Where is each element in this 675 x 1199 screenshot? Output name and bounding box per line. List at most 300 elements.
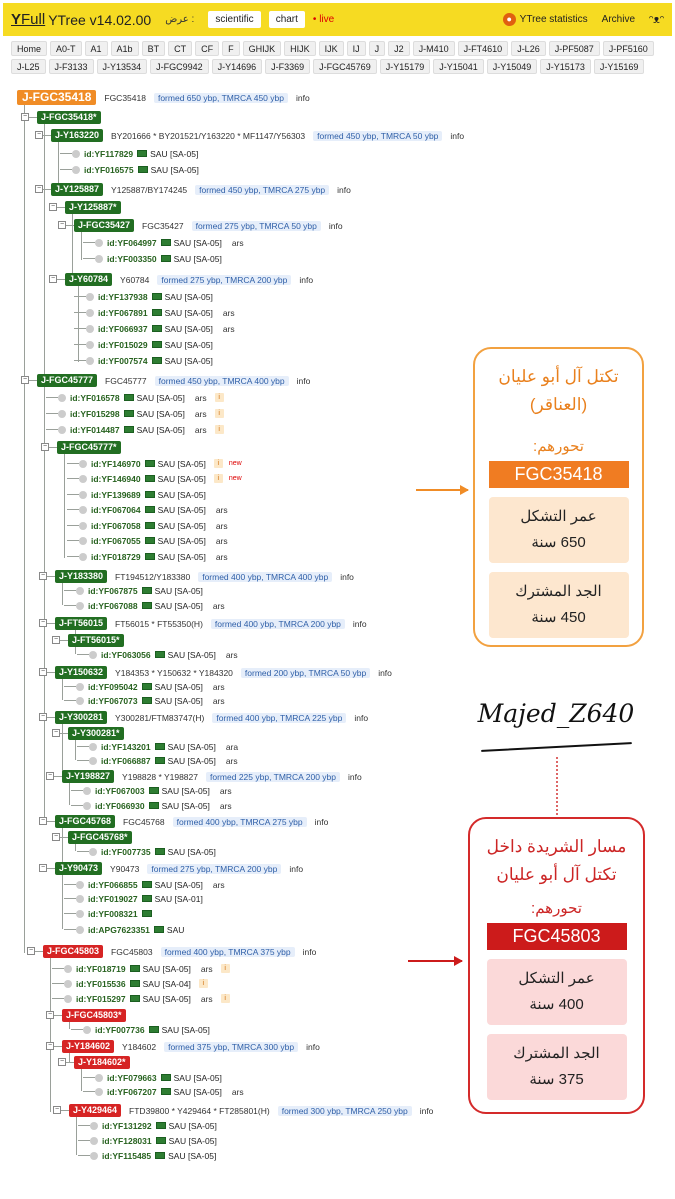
sample-id[interactable]: id:YF067207 bbox=[107, 1086, 157, 1097]
sample-tag: ars bbox=[215, 520, 228, 531]
formed-tmrca-badge: formed 400 ybp, TMRCA 375 ybp bbox=[161, 947, 295, 957]
formed-tmrca-badge: formed 275 ybp, TMRCA 200 ybp bbox=[157, 275, 291, 285]
saudi-flag-icon bbox=[137, 150, 147, 157]
collapse-toggle[interactable]: − bbox=[22, 376, 28, 383]
person-icon bbox=[86, 293, 94, 301]
sample-row bbox=[95, 236, 244, 249]
collapse-toggle[interactable]: − bbox=[40, 668, 46, 675]
tree-connector bbox=[67, 525, 79, 526]
sample-country: SAU [SA-05] bbox=[167, 846, 216, 857]
person-icon bbox=[79, 460, 87, 468]
nav-haplogroup-button[interactable]: J-PF5087 bbox=[549, 41, 600, 56]
snp-list: Y184353 * Y150632 * Y184320 bbox=[115, 667, 233, 678]
collapse-toggle[interactable]: − bbox=[50, 203, 56, 210]
tree-connector bbox=[71, 790, 83, 791]
saudi-flag-icon bbox=[155, 743, 165, 750]
collapse-toggle[interactable]: − bbox=[28, 947, 34, 954]
haplogroup-node-label[interactable]: J-FGC45768* bbox=[68, 831, 132, 844]
sample-tag: ars bbox=[200, 963, 213, 974]
haplogroup-node-label[interactable]: J-Y300281* bbox=[68, 727, 124, 740]
tree-connector bbox=[74, 312, 86, 313]
tree-connector bbox=[60, 153, 72, 154]
formed-tmrca-badge: formed 450 ybp, TMRCA 50 ybp bbox=[313, 131, 442, 141]
sample-id[interactable]: id:YF067055 bbox=[91, 535, 141, 546]
sample-country: SAU [SA-05] bbox=[136, 408, 185, 419]
person-icon bbox=[76, 881, 84, 889]
nav-haplogroup-button[interactable]: GHIJK bbox=[243, 41, 282, 56]
haplogroup-node-label[interactable]: J-Y183380 bbox=[55, 570, 107, 583]
snp-list: Y90473 bbox=[110, 863, 140, 874]
sample-country: SAU bbox=[166, 924, 185, 935]
sample-id[interactable]: id:YF146940 bbox=[91, 473, 141, 484]
collapse-toggle[interactable]: − bbox=[53, 833, 59, 840]
sample-id[interactable]: id:YF003350 bbox=[107, 253, 157, 264]
sample-tag: ars bbox=[215, 504, 228, 515]
collapse-toggle[interactable]: − bbox=[47, 1042, 53, 1049]
collapse-toggle[interactable]: − bbox=[53, 729, 59, 736]
nav-haplogroup-button[interactable]: J-M410 bbox=[413, 41, 455, 56]
sample-country: SAU [SA-05] bbox=[157, 520, 206, 531]
nav-haplogroup-button[interactable]: Home bbox=[11, 41, 47, 56]
sample-country: SAU [SA-05] bbox=[154, 681, 203, 692]
tree-connector bbox=[62, 583, 63, 605]
sample-id[interactable]: id:YF064997 bbox=[107, 237, 157, 248]
collapse-toggle[interactable]: − bbox=[53, 636, 59, 643]
nav-haplogroup-button[interactable]: J-Y15179 bbox=[380, 59, 431, 74]
tree-connector bbox=[81, 232, 82, 260]
collapse-toggle[interactable]: − bbox=[42, 443, 48, 450]
haplogroup-node-label[interactable]: J-FGC45768 bbox=[55, 815, 115, 828]
sample-row bbox=[89, 648, 238, 661]
scientific-toggle[interactable]: scientific bbox=[208, 11, 260, 28]
saudi-flag-icon bbox=[145, 522, 155, 529]
info-link[interactable]: info bbox=[302, 946, 317, 957]
sample-tag: ars bbox=[200, 993, 213, 1004]
card1-snp: FGC35418 bbox=[489, 461, 629, 488]
tree-connector bbox=[67, 478, 79, 479]
card2-tmrca-label: الجد المشترك bbox=[513, 1045, 600, 1062]
collapse-toggle[interactable]: − bbox=[40, 619, 46, 626]
card2-title: مسار الشريدة داخل تكتل آل أبو عليان bbox=[486, 837, 627, 884]
sample-id[interactable]: id:YF095042 bbox=[88, 681, 138, 692]
saudi-flag-icon bbox=[155, 757, 165, 764]
sample-country: SAU [SA-05] bbox=[173, 237, 222, 248]
sample-country: SAU [SA-05] bbox=[154, 600, 203, 611]
person-icon bbox=[86, 309, 94, 317]
info-link[interactable]: info bbox=[378, 667, 392, 678]
sample-country: SAU [SA-05] bbox=[154, 695, 203, 706]
tree-node bbox=[55, 815, 328, 828]
tree-connector bbox=[74, 344, 86, 345]
tree-node bbox=[62, 770, 362, 783]
tree-node bbox=[62, 1040, 320, 1053]
nav-haplogroup-button[interactable]: CF bbox=[195, 41, 219, 56]
tree-node bbox=[57, 441, 121, 454]
sample-id[interactable]: id:YF066855 bbox=[88, 879, 138, 890]
card2-age-box bbox=[487, 959, 627, 1025]
red-arrow bbox=[408, 960, 462, 962]
person-icon bbox=[90, 1122, 98, 1130]
yfull-logo[interactable]: YFull bbox=[11, 11, 46, 28]
tree-node bbox=[51, 129, 464, 142]
info-icon[interactable]: i bbox=[214, 474, 223, 483]
nav-haplogroup-button[interactable]: J-Y15049 bbox=[487, 59, 538, 74]
sample-tag: ars bbox=[225, 755, 238, 766]
formed-tmrca-badge: formed 375 ybp, TMRCA 300 ybp bbox=[164, 1042, 298, 1052]
sample-id[interactable]: id:YF007735 bbox=[101, 846, 151, 857]
person-icon bbox=[72, 150, 80, 158]
info-link[interactable]: info bbox=[352, 618, 367, 629]
haplogroup-node-label[interactable]: J-Y163220 bbox=[51, 129, 103, 142]
sample-row bbox=[86, 354, 213, 367]
sample-id[interactable]: id:YF014487 bbox=[70, 424, 120, 435]
nav-haplogroup-button[interactable]: A1b bbox=[111, 41, 139, 56]
sample-id[interactable]: id:YF067875 bbox=[88, 585, 138, 596]
sample-id[interactable]: id:YF131292 bbox=[102, 1120, 152, 1131]
tree-connector bbox=[64, 686, 76, 687]
saudi-flag-icon bbox=[142, 683, 152, 690]
nav-haplogroup-button[interactable]: J-Y13534 bbox=[97, 59, 148, 74]
info-icon[interactable]: i bbox=[199, 979, 208, 988]
info-icon[interactable]: i bbox=[214, 459, 223, 468]
person-icon bbox=[76, 926, 84, 934]
sample-id[interactable]: id:YF063056 bbox=[101, 649, 151, 660]
info-link[interactable]: info bbox=[354, 712, 369, 723]
sample-id[interactable]: id:YF139689 bbox=[91, 489, 141, 500]
sample-row bbox=[86, 290, 213, 303]
live-indicator[interactable]: • live bbox=[312, 14, 335, 25]
person-icon bbox=[64, 995, 72, 1003]
haplogroup-node-label[interactable]: J-Y184602* bbox=[74, 1056, 130, 1069]
sample-row bbox=[79, 488, 206, 501]
nav-haplogroup-button[interactable]: J-PF5160 bbox=[603, 41, 654, 56]
info-link[interactable]: info bbox=[348, 771, 362, 782]
saudi-flag-icon bbox=[154, 926, 164, 933]
sample-row bbox=[86, 322, 235, 335]
tree-connector bbox=[83, 1077, 95, 1078]
person-icon bbox=[79, 537, 87, 545]
haplogroup-node-label[interactable]: J-Y198827 bbox=[62, 770, 114, 783]
card2-subtitle: تحورهم: bbox=[531, 900, 582, 917]
sample-row bbox=[79, 519, 228, 532]
snp-list: Y125887/BY174245 bbox=[111, 184, 188, 195]
tree-node bbox=[69, 1104, 433, 1117]
nav-haplogroup-button[interactable]: IJ bbox=[347, 41, 366, 56]
collapse-toggle[interactable]: − bbox=[40, 713, 46, 720]
nav-haplogroup-button[interactable]: HIJK bbox=[284, 41, 316, 56]
new-badge: new bbox=[228, 475, 242, 482]
signature: Majed_Z640 bbox=[476, 694, 636, 752]
archive-link[interactable]: Archive bbox=[601, 14, 636, 25]
tree-connector bbox=[44, 124, 45, 382]
sample-id[interactable]: id:YF137938 bbox=[98, 291, 148, 302]
info-link[interactable]: info bbox=[419, 1105, 434, 1116]
sample-id[interactable]: id:YF018719 bbox=[76, 963, 126, 974]
collapse-toggle[interactable]: − bbox=[22, 113, 28, 120]
sample-id[interactable]: id:YF015536 bbox=[76, 978, 126, 989]
info-link[interactable]: info bbox=[306, 1041, 320, 1052]
smiley-icon[interactable]: ᵔᴥᵔ bbox=[649, 13, 664, 26]
sample-id[interactable]: id:YF067058 bbox=[91, 520, 141, 531]
sample-row bbox=[86, 338, 213, 351]
haplogroup-node-label[interactable]: J-Y429464 bbox=[69, 1104, 121, 1117]
sample-country: SAU [SA-04] bbox=[142, 978, 191, 989]
collapse-toggle[interactable]: − bbox=[40, 572, 46, 579]
saudi-flag-icon bbox=[142, 602, 152, 609]
info-link[interactable]: info bbox=[337, 184, 351, 195]
sample-id[interactable]: id:YF015298 bbox=[70, 408, 120, 419]
nav-haplogroup-button[interactable]: J-FGC9942 bbox=[150, 59, 209, 74]
info-link[interactable]: info bbox=[450, 130, 465, 141]
sample-id[interactable]: id:YF016578 bbox=[70, 392, 120, 403]
nav-haplogroup-button[interactable]: A1 bbox=[85, 41, 108, 56]
nav-haplogroup-button[interactable]: J-FT4610 bbox=[458, 41, 509, 56]
sample-id[interactable]: id:YF007574 bbox=[98, 355, 148, 366]
sample-country: SAU [SA-05] bbox=[136, 424, 185, 435]
sample-id[interactable]: id:YF128031 bbox=[102, 1135, 152, 1146]
sample-row bbox=[95, 252, 222, 265]
nav-haplogroup-button[interactable]: J-L25 bbox=[11, 59, 46, 74]
collapse-toggle[interactable]: − bbox=[40, 864, 46, 871]
sample-id[interactable]: id:YF019027 bbox=[88, 893, 138, 904]
tree-node bbox=[74, 219, 343, 232]
sample-id[interactable]: id:YF066930 bbox=[95, 800, 145, 811]
info-icon[interactable]: i bbox=[215, 393, 224, 402]
info-link[interactable]: info bbox=[299, 274, 314, 285]
nav-haplogroup-button[interactable]: J-F3133 bbox=[49, 59, 94, 74]
collapse-toggle[interactable]: − bbox=[50, 275, 56, 282]
person-icon bbox=[72, 166, 80, 174]
tree-node bbox=[68, 634, 124, 647]
snp-list: Y60784 bbox=[120, 274, 150, 285]
sample-country: SAU [SA-05] bbox=[164, 291, 213, 302]
nav-haplogroup-button[interactable]: CT bbox=[168, 41, 192, 56]
sample-row bbox=[76, 599, 225, 612]
info-link[interactable]: info bbox=[340, 571, 354, 582]
tree-connector bbox=[69, 1022, 70, 1029]
sample-row bbox=[79, 457, 242, 470]
tree-connector bbox=[75, 844, 76, 851]
nav-haplogroup-button[interactable]: J-Y15041 bbox=[433, 59, 484, 74]
sample-tag: ars bbox=[231, 237, 244, 248]
collapse-toggle[interactable]: − bbox=[54, 1106, 60, 1113]
chart-toggle[interactable]: chart bbox=[269, 11, 305, 28]
info-link[interactable]: info bbox=[328, 220, 343, 231]
nav-haplogroup-button[interactable]: J2 bbox=[388, 41, 410, 56]
sample-id[interactable]: id:YF018729 bbox=[91, 551, 141, 562]
haplogroup-node-label[interactable]: J-FT56015* bbox=[68, 634, 124, 647]
sample-row bbox=[76, 878, 225, 891]
info-link[interactable]: info bbox=[295, 92, 310, 103]
sample-row bbox=[83, 799, 232, 812]
info-icon[interactable]: i bbox=[215, 425, 224, 434]
collapse-toggle[interactable]: − bbox=[59, 221, 65, 228]
person-icon bbox=[79, 506, 87, 514]
sample-row bbox=[79, 472, 242, 485]
saudi-flag-icon bbox=[149, 1026, 159, 1033]
tree-connector bbox=[83, 1091, 95, 1092]
collapse-toggle[interactable]: − bbox=[36, 185, 42, 192]
tree-connector bbox=[62, 679, 63, 700]
nav-haplogroup-button[interactable]: F bbox=[222, 41, 240, 56]
sample-tag: ars bbox=[215, 551, 228, 562]
sample-id[interactable]: id:YF008321 bbox=[88, 908, 138, 919]
nav-haplogroup-button[interactable]: J-L26 bbox=[511, 41, 546, 56]
card1-title: تكتل آل أبو عليان (العناقر) bbox=[498, 367, 619, 414]
haplogroup-node-label[interactable]: J-Y150632 bbox=[55, 666, 107, 679]
haplogroup-node-label[interactable]: J-FT56015 bbox=[55, 617, 107, 630]
info-icon[interactable]: i bbox=[215, 409, 224, 418]
snp-list: FGC45777 bbox=[105, 375, 147, 386]
sample-id[interactable]: id:YF015297 bbox=[76, 993, 126, 1004]
sample-country: SAU [SA-05] bbox=[161, 800, 210, 811]
info-link[interactable]: info bbox=[296, 375, 311, 386]
formed-tmrca-badge: formed 400 ybp, TMRCA 400 ybp bbox=[198, 572, 332, 582]
card2-snp: FGC45803 bbox=[487, 923, 627, 950]
person-icon bbox=[95, 255, 103, 263]
tree-connector bbox=[78, 1125, 90, 1126]
sample-country: SAU [SA-05] bbox=[157, 504, 206, 515]
tree-connector bbox=[67, 494, 79, 495]
saudi-flag-icon bbox=[142, 895, 152, 902]
saudi-flag-icon bbox=[130, 995, 140, 1002]
saudi-flag-icon bbox=[145, 506, 155, 513]
person-icon bbox=[89, 651, 97, 659]
nav-haplogroup-button[interactable]: J-Y15173 bbox=[540, 59, 591, 74]
tree-connector bbox=[52, 968, 64, 969]
snp-list: FT56015 * FT55350(H) bbox=[115, 618, 203, 629]
ytree-statistics-link[interactable]: YTree statistics bbox=[519, 14, 588, 25]
formed-tmrca-badge: formed 450 ybp, TMRCA 400 ybp bbox=[155, 376, 289, 386]
haplogroup-node-label[interactable]: J-FGC35418* bbox=[37, 111, 101, 124]
haplogroup-node-label[interactable]: J-Y300281 bbox=[55, 711, 107, 724]
person-icon bbox=[89, 848, 97, 856]
formed-tmrca-badge: formed 275 ybp, TMRCA 50 ybp bbox=[192, 221, 321, 231]
sample-id[interactable]: id:YF079663 bbox=[107, 1072, 157, 1083]
haplogroup-node-label[interactable]: J-FGC45777* bbox=[57, 441, 121, 454]
sample-country: SAU [SA-05] bbox=[136, 392, 185, 403]
collapse-toggle[interactable]: − bbox=[59, 1058, 65, 1065]
sample-id[interactable]: id:YF146970 bbox=[91, 458, 141, 469]
sample-id[interactable]: id:YF067891 bbox=[98, 307, 148, 318]
sample-country: SAU [SA-05] bbox=[168, 1120, 217, 1131]
haplogroup-node-label[interactable]: J-FGC45803 bbox=[43, 945, 103, 958]
tree-node bbox=[55, 570, 354, 583]
sample-id[interactable]: id:YF067003 bbox=[95, 785, 145, 796]
saudi-flag-icon bbox=[145, 537, 155, 544]
person-icon bbox=[79, 522, 87, 530]
nav-haplogroup-button[interactable]: J bbox=[369, 41, 386, 56]
nav-haplogroup-button[interactable]: J-FGC45769 bbox=[313, 59, 377, 74]
collapse-toggle[interactable]: − bbox=[36, 131, 42, 138]
tree-node bbox=[55, 711, 368, 724]
sample-tag: ars bbox=[194, 392, 207, 403]
sample-id[interactable]: id:YF016575 bbox=[84, 164, 134, 175]
sample-row bbox=[83, 784, 232, 797]
sample-country: SAU [SA-05] bbox=[167, 649, 216, 660]
nav-haplogroup-button[interactable]: J-F3369 bbox=[265, 59, 310, 74]
saudi-flag-icon bbox=[142, 881, 152, 888]
saudi-flag-icon bbox=[161, 1074, 171, 1081]
collapse-toggle[interactable]: − bbox=[40, 817, 46, 824]
tree-connector bbox=[64, 898, 76, 899]
sample-id[interactable]: id:APG7623351 bbox=[88, 924, 150, 935]
tree-connector bbox=[71, 1029, 83, 1030]
haplogroup-node-label[interactable]: J-FGC45803* bbox=[62, 1009, 126, 1022]
person-icon bbox=[58, 394, 66, 402]
tree-node bbox=[55, 666, 392, 679]
sample-row bbox=[76, 892, 203, 905]
nav-haplogroup-button[interactable]: IJK bbox=[319, 41, 344, 56]
nav-haplogroup-button[interactable]: J-Y14696 bbox=[212, 59, 263, 74]
saudi-flag-icon bbox=[124, 410, 134, 417]
sample-id[interactable]: id:YF117829 bbox=[84, 148, 134, 159]
haplogroup-node-label[interactable]: J-Y60784 bbox=[65, 273, 112, 286]
tree-connector bbox=[74, 296, 86, 297]
sample-id[interactable]: id:YF067064 bbox=[91, 504, 141, 515]
snp-list: FTD39800 * Y429464 * FT285801(H) bbox=[129, 1105, 270, 1116]
sample-id[interactable]: id:YF066937 bbox=[98, 323, 148, 334]
info-icon[interactable]: i bbox=[221, 994, 230, 1003]
nav-haplogroup-button[interactable]: J-Y15169 bbox=[594, 59, 645, 74]
tree-connector bbox=[83, 258, 95, 259]
snp-list: FGC35418 bbox=[104, 92, 146, 103]
haplogroup-node-label[interactable]: J-FGC35427 bbox=[74, 219, 134, 232]
abu-olayan-cluster-card bbox=[473, 347, 644, 647]
sample-row bbox=[72, 163, 199, 176]
tree-connector bbox=[50, 958, 51, 1112]
sample-id[interactable]: id:YF007736 bbox=[95, 1024, 145, 1035]
sample-id[interactable]: id:YF067088 bbox=[88, 600, 138, 611]
info-icon[interactable]: i bbox=[221, 964, 230, 973]
haplogroup-node-label[interactable]: J-Y125887* bbox=[65, 201, 121, 214]
sample-id[interactable]: id:YF115485 bbox=[102, 1150, 152, 1161]
info-link[interactable]: info bbox=[289, 863, 304, 874]
tree-node bbox=[55, 862, 303, 875]
nav-haplogroup-button[interactable]: BT bbox=[142, 41, 166, 56]
sample-id[interactable]: id:YF143201 bbox=[101, 741, 151, 752]
person-icon bbox=[58, 426, 66, 434]
formed-tmrca-badge: formed 400 ybp, TMRCA 200 ybp bbox=[211, 619, 345, 629]
saudi-flag-icon bbox=[142, 910, 152, 917]
sample-id[interactable]: id:YF066887 bbox=[101, 755, 151, 766]
card1-tmrca-box bbox=[489, 572, 629, 638]
person-icon bbox=[64, 980, 72, 988]
formed-tmrca-badge: formed 400 ybp, TMRCA 275 ybp bbox=[173, 817, 307, 827]
sample-country: SAU [SA-05] bbox=[173, 1072, 222, 1083]
saudi-flag-icon bbox=[155, 848, 165, 855]
tree-connector bbox=[52, 998, 64, 999]
nav-haplogroup-button[interactable]: A0-T bbox=[50, 41, 82, 56]
haplogroup-node-label[interactable]: J-FGC45777 bbox=[37, 374, 97, 387]
haplogroup-node-label[interactable]: J-Y184602 bbox=[62, 1040, 114, 1053]
snp-list: BY201666 * BY201521/Y163220 * MF1147/Y56303 bbox=[111, 130, 306, 141]
haplogroup-node-label[interactable]: J-Y125887 bbox=[51, 183, 103, 196]
haplogroup-node-label[interactable]: J-FGC35418 bbox=[17, 90, 96, 105]
tree-node bbox=[74, 1056, 130, 1069]
saudi-flag-icon bbox=[124, 426, 134, 433]
sample-id[interactable]: id:YF015029 bbox=[98, 339, 148, 350]
sample-id[interactable]: id:YF067073 bbox=[88, 695, 138, 706]
info-link[interactable]: info bbox=[314, 816, 329, 827]
collapse-toggle[interactable]: − bbox=[47, 1011, 53, 1018]
tree-connector bbox=[64, 929, 76, 930]
card1-age-box bbox=[489, 497, 629, 563]
tree-connector bbox=[71, 805, 83, 806]
collapse-toggle[interactable]: − bbox=[47, 772, 53, 779]
haplogroup-node-label[interactable]: J-Y90473 bbox=[55, 862, 102, 875]
saudi-flag-icon bbox=[161, 239, 171, 246]
